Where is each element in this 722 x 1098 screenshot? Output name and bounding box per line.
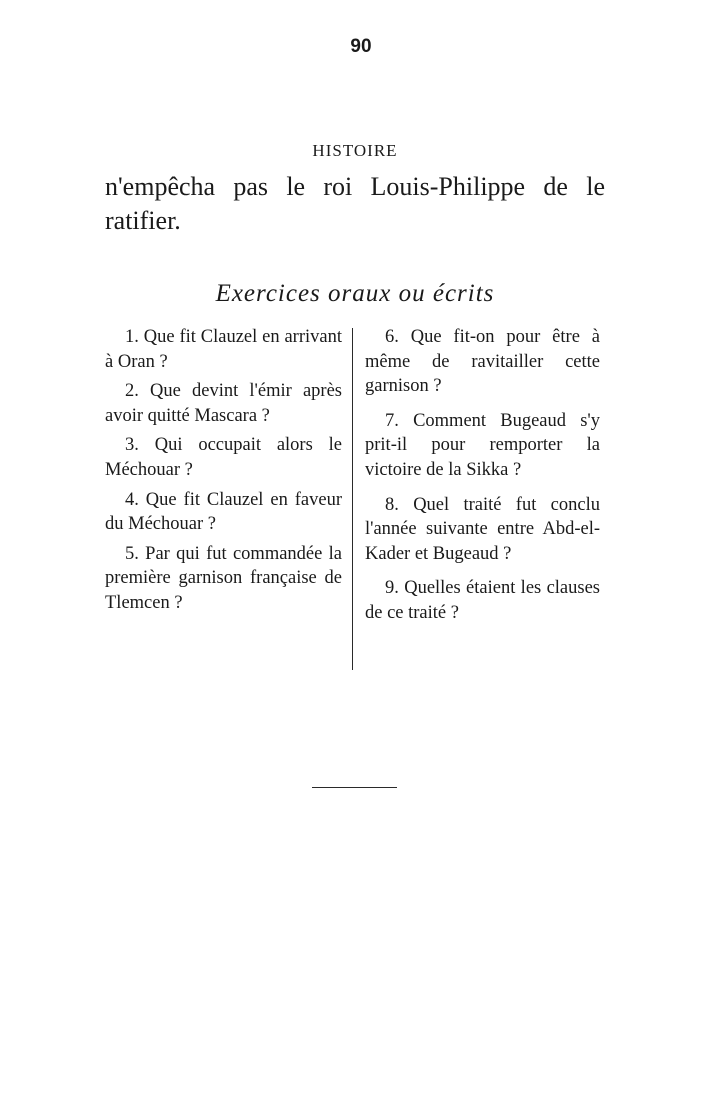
exercise-question-6: 6. Que fit-on pour être à même de ravitailler cette garnison ? — [365, 327, 600, 397]
page-number: 90 — [350, 36, 372, 57]
column-divider — [352, 328, 353, 670]
exercises-right-column — [365, 325, 600, 636]
exercise-question-1: 1. Que fit Clauzel en arrivant à Oran ? — [105, 327, 342, 372]
body-paragraph: n'empêcha pas le roi Louis-Philippe de le ratifier. — [105, 172, 605, 235]
exercise-question-3: 3. Qui occupait alors le Méchouar ? — [105, 435, 342, 480]
exercise-question-7: 7. Comment Bugeaud s'y prit-il pour remporter la victoire de la Sikka ? — [365, 410, 600, 480]
section-end-rule — [312, 787, 397, 788]
exercise-question-9: 9. Quelles étaient les clauses de ce traité ? — [365, 578, 600, 623]
exercises-left-column — [105, 325, 342, 621]
exercise-question-8: 8. Quel traité fut conclu l'année suivante entre Abd-el-Kader et Bugeaud ? — [365, 494, 600, 564]
exercise-question-5: 5. Par qui fut commandée la première garnison française de Tlemcen ? — [105, 543, 342, 613]
exercises-title: Exercices oraux ou écrits — [215, 280, 495, 307]
running-head: HISTOIRE — [312, 141, 398, 160]
exercise-question-4: 4. Que fit Clauzel en faveur du Méchouar ? — [105, 489, 342, 535]
exercise-question-2: 2. Que devint l'émir après avoir quitté Mascara ? — [105, 381, 342, 426]
